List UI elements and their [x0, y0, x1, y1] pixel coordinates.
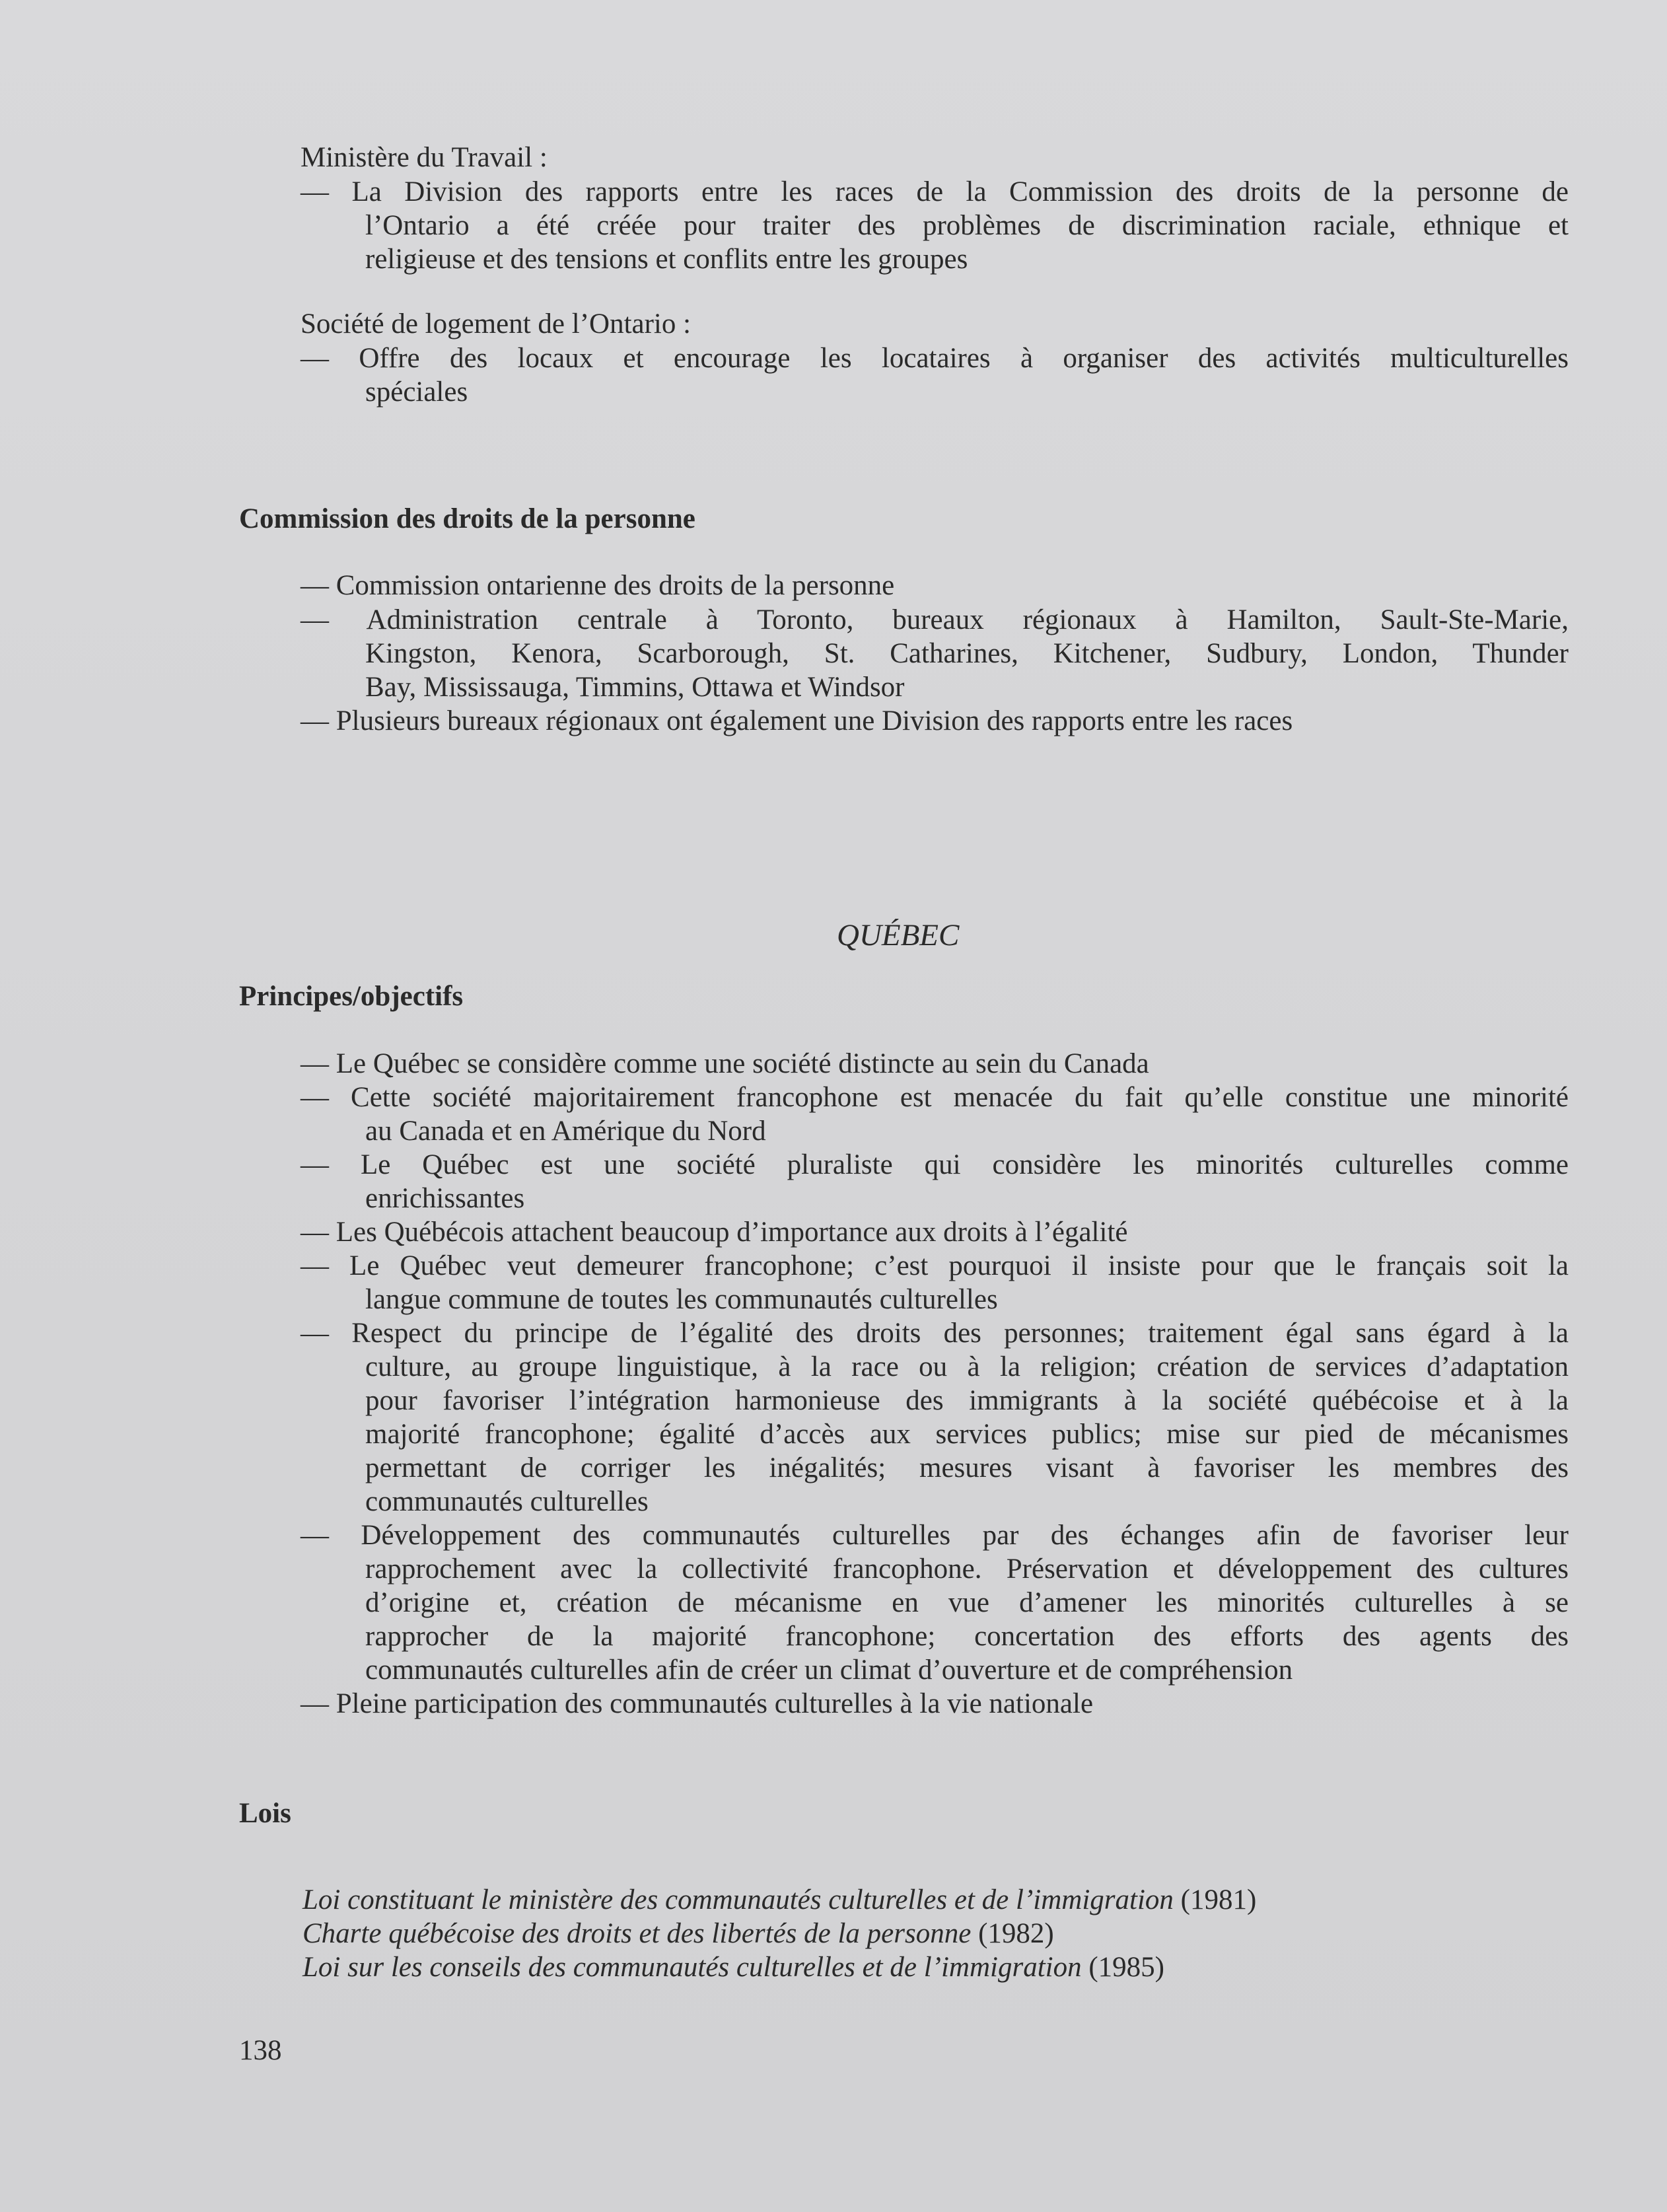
- principe-item-continuation: communautés culturelles afin de créer un climat d’ouverture et de compréhension: [365, 1655, 1293, 1686]
- principe-item-continuation: rapprochement avec la collectivité francophone. Préservation et développement des cultures: [365, 1553, 1569, 1585]
- commission-item: — Commission ontarienne des droits de la personne: [301, 570, 895, 601]
- principe-item: — Pleine participation des communautés culturelles à la vie nationale: [301, 1688, 1094, 1719]
- principe-item: — Le Québec veut demeurer francophone; c’est pourquoi il insiste pour que le français soit la: [301, 1250, 1569, 1281]
- lois-heading: Lois: [239, 1798, 291, 1829]
- page-number: 138: [239, 2035, 282, 2066]
- logement-label: Société de logement de l’Ontario :: [301, 308, 692, 339]
- ministere-travail-item-line: l’Ontario a été créée pour traiter des problèmes de discrimination raciale, ethnique et: [365, 210, 1569, 241]
- principe-item-continuation: communautés culturelles: [365, 1486, 649, 1517]
- principe-item: — Respect du principe de l’égalité des droits des personnes; traitement égal sans égard à la: [301, 1318, 1569, 1349]
- principe-item-continuation: permettant de corriger les inégalités; mesures visant à favoriser les membres des: [365, 1452, 1569, 1483]
- principe-item: — Les Québécois attachent beaucoup d’importance aux droits à l’égalité: [301, 1217, 1128, 1248]
- logement-item-line: — Offre des locaux et encourage les locataires à organiser des activités multiculturelles: [301, 343, 1569, 374]
- ministere-travail-label: Ministère du Travail :: [301, 142, 548, 173]
- commission-item: — Plusieurs bureaux régionaux ont également une Division des rapports entre les races: [301, 705, 1293, 736]
- ministere-travail-item-line: — La Division des rapports entre les races de la Commission des droits de la personne de: [301, 176, 1569, 207]
- principe-item-continuation: majorité francophone; égalité d’accès aux services publics; mise sur pied de mécanismes: [365, 1419, 1569, 1450]
- law-title: Charte québécoise des droits et des libertés de la personne: [302, 1918, 972, 1949]
- law-title: Loi constituant le ministère des communautés culturelles et de l’immigration: [302, 1884, 1174, 1915]
- principe-item-continuation: au Canada et en Amérique du Nord: [365, 1116, 766, 1147]
- commission-item-line: — Administration centrale à Toronto, bureaux régionaux à Hamilton, Sault-Ste-Marie,: [301, 604, 1569, 635]
- principes-heading: Principes/objectifs: [239, 981, 464, 1012]
- principe-item-continuation: langue commune de toutes les communautés culturelles: [365, 1284, 998, 1315]
- principe-item-continuation: rapprocher de la majorité francophone; concertation des efforts des agents des: [365, 1621, 1569, 1652]
- principe-item: — Le Québec se considère comme une société distincte au sein du Canada: [301, 1048, 1149, 1079]
- law-item: [302, 1950, 1164, 1984]
- ministere-travail-item-line: religieuse et des tensions et conflits entre les groupes: [365, 244, 968, 275]
- principe-item-continuation: culture, au groupe linguistique, à la race ou à la religion; création de services d’adaptation: [365, 1351, 1569, 1382]
- law-year: (1981): [1173, 1884, 1257, 1915]
- law-year: (1985): [1081, 1952, 1164, 1983]
- commission-item-line: Kingston, Kenora, Scarborough, St. Catharines, Kitchener, Sudbury, London, Thunder: [365, 638, 1569, 669]
- section-title-quebec: QUÉBEC: [837, 918, 960, 952]
- principe-item-continuation: d’origine et, création de mécanisme en vue d’amener les minorités culturelles à se: [365, 1587, 1569, 1618]
- principe-item: — Le Québec est une société pluraliste qui considère les minorités culturelles comme: [301, 1149, 1569, 1180]
- principe-item: — Cette société majoritairement francophone est menacée du fait qu’elle constitue une minorité: [301, 1082, 1569, 1113]
- commission-item-line: Bay, Mississauga, Timmins, Ottawa et Windsor: [365, 672, 905, 703]
- principe-item-continuation: pour favoriser l’intégration harmonieuse des immigrants à la société québécoise et à la: [365, 1385, 1569, 1416]
- law-title: Loi sur les conseils des communautés culturelles et de l’immigration: [302, 1952, 1082, 1983]
- law-item: [302, 1883, 1256, 1917]
- commission-heading: Commission des droits de la personne: [239, 503, 695, 534]
- logement-item-line: spéciales: [365, 376, 468, 408]
- law-year: (1982): [971, 1918, 1054, 1949]
- law-item: [302, 1917, 1054, 1950]
- principe-item: — Développement des communautés culturelles par des échanges afin de favoriser leur: [301, 1520, 1569, 1551]
- principe-item-continuation: enrichissantes: [365, 1183, 525, 1214]
